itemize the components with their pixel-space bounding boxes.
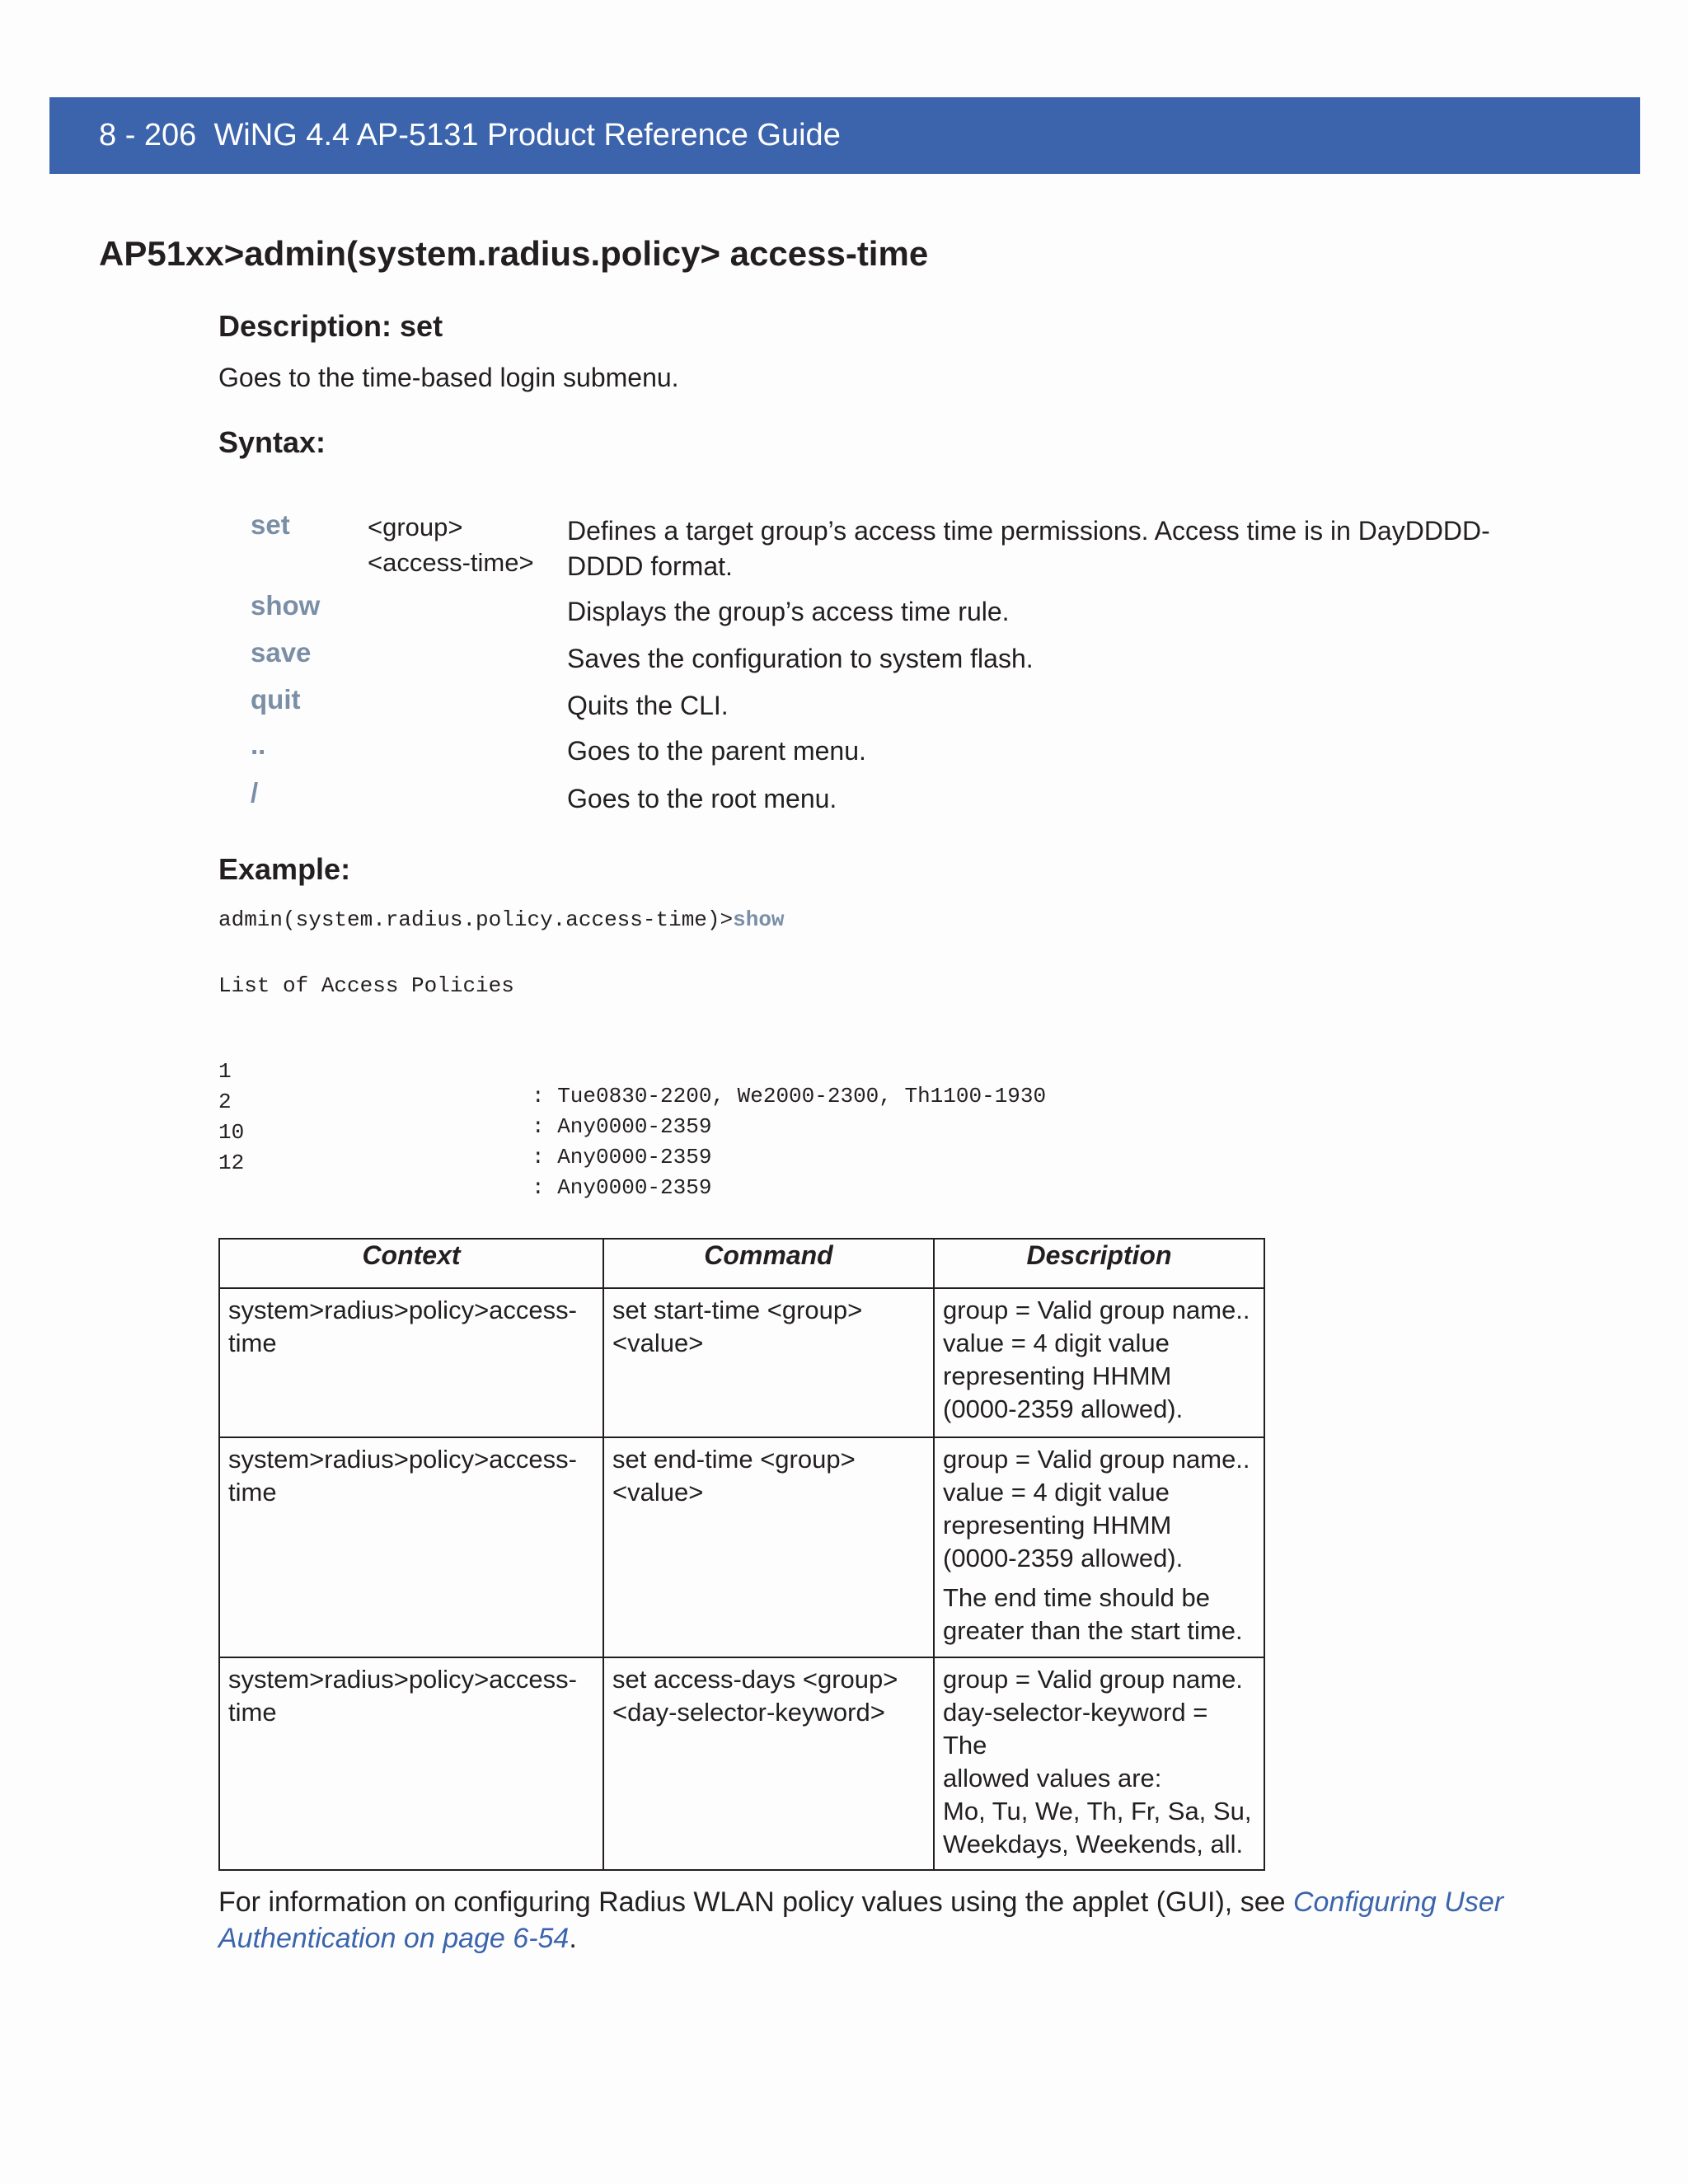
table-row	[219, 1657, 1264, 1870]
description-heading: Description: set	[218, 309, 443, 343]
description-line: representing HHMM	[943, 1361, 1172, 1390]
policy-value: : Any0000-2359	[532, 1114, 712, 1139]
description-note: The end time should be greater than the start time.	[943, 1583, 1243, 1645]
policy-value: : Any0000-2359	[532, 1145, 712, 1169]
policy-id: 2	[218, 1090, 232, 1114]
command-title: AP51xx>admin(system.radius.policy> access-time	[99, 234, 929, 273]
table-cell-context: system>radius>policy>access-time	[219, 1288, 603, 1437]
syntax-command: /	[251, 777, 259, 808]
footer-text: For information on configuring Radius WLAN policy values using the applet (GUI), see	[218, 1886, 1293, 1918]
table-cell-command	[603, 1437, 934, 1657]
description-line: Mo, Tu, We, Th, Fr, Sa, Su,	[943, 1797, 1252, 1825]
syntax-argument: <group>	[368, 513, 463, 541]
syntax-description: Displays the group’s access time rule.	[567, 597, 1010, 626]
table-cell-command	[603, 1657, 934, 1870]
syntax-row	[0, 777, 1688, 813]
description-line: (0000-2359 allowed).	[943, 1394, 1184, 1423]
policy-id: 10	[218, 1120, 245, 1145]
syntax-argument: <access-time>	[368, 548, 534, 577]
description-line: Weekdays, Weekends, all.	[943, 1830, 1244, 1858]
policy-id: 12	[218, 1151, 245, 1175]
example-list-title: List of Access Policies	[218, 973, 514, 998]
description-line: day-selector-keyword = The	[943, 1698, 1208, 1760]
page-header-bar	[49, 97, 1640, 174]
syntax-description: Saves the configuration to system flash.	[567, 644, 1034, 673]
page-number: 8 - 206	[99, 118, 197, 152]
description-line: representing HHMM	[943, 1511, 1172, 1540]
syntax-row	[0, 684, 1688, 720]
example-command: show	[733, 907, 785, 932]
table-cell-command	[603, 1288, 934, 1437]
footer-end: .	[569, 1923, 577, 1954]
description-text: Goes to the time-based login submenu.	[218, 363, 679, 392]
syntax-description: Goes to the parent menu.	[567, 736, 866, 766]
table-row	[219, 1288, 1264, 1437]
example-heading: Example:	[218, 852, 351, 886]
syntax-row	[0, 729, 1688, 766]
policy-line	[218, 1034, 1047, 1108]
syntax-command: show	[251, 590, 321, 621]
table-row	[219, 1437, 1264, 1657]
description-line: group = Valid group name..	[943, 1445, 1250, 1474]
syntax-row	[0, 637, 1688, 673]
syntax-description: Quits the CLI.	[567, 691, 729, 720]
table-cell-description	[934, 1288, 1264, 1437]
guide-title: WiNG 4.4 AP-5131 Product Reference Guide	[213, 118, 841, 152]
table-header-row	[219, 1239, 1264, 1288]
command-line: set end-time <group> <value>	[612, 1445, 856, 1507]
table-cell-context: system>radius>policy>access-time	[219, 1437, 603, 1657]
footer-paragraph	[218, 1884, 1554, 1957]
description-line: (0000-2359 allowed).	[943, 1544, 1184, 1572]
syntax-row	[0, 590, 1688, 626]
syntax-row	[0, 509, 1688, 581]
column-header-command: Command	[603, 1239, 934, 1288]
policy-value: : Tue0830-2200, We2000-2300, Th1100-1930	[532, 1084, 1047, 1108]
syntax-command: quit	[251, 684, 301, 715]
example-prompt-line	[218, 907, 785, 932]
policy-line	[218, 1126, 712, 1200]
syntax-command: ..	[251, 729, 266, 760]
description-line: group = Valid group name..	[943, 1296, 1250, 1324]
command-line: <day-selector-keyword>	[612, 1698, 885, 1727]
table-cell-description	[934, 1437, 1264, 1657]
syntax-heading: Syntax:	[218, 425, 326, 459]
cross-reference-link[interactable]: Configuring User Authentication on page 6-54	[218, 1886, 1504, 1954]
command-line: set access-days <group>	[612, 1665, 898, 1694]
description-line: group = Valid group name.	[943, 1665, 1243, 1694]
column-header-context: Context	[219, 1239, 603, 1288]
table-cell-context: system>radius>policy>access-time	[219, 1657, 603, 1870]
column-header-description: Description	[934, 1239, 1264, 1288]
description-line: value = 4 digit value	[943, 1329, 1170, 1357]
reference-table	[218, 1238, 1265, 1871]
description-line: allowed values are:	[943, 1764, 1162, 1793]
table-cell-description	[934, 1657, 1264, 1870]
syntax-description: Defines a target group’s access time permissions. Access time is in DayDDDD-DDDD format.	[567, 516, 1490, 581]
syntax-command: save	[251, 637, 312, 668]
policy-value: : Any0000-2359	[532, 1175, 712, 1200]
syntax-description: Goes to the root menu.	[567, 784, 837, 813]
syntax-command: set	[251, 509, 290, 540]
policy-id: 1	[218, 1059, 232, 1084]
command-line: set start-time <group> <value>	[612, 1296, 863, 1357]
example-prompt: admin(system.radius.policy.access-time)>	[218, 907, 734, 932]
description-line: value = 4 digit value	[943, 1478, 1170, 1507]
